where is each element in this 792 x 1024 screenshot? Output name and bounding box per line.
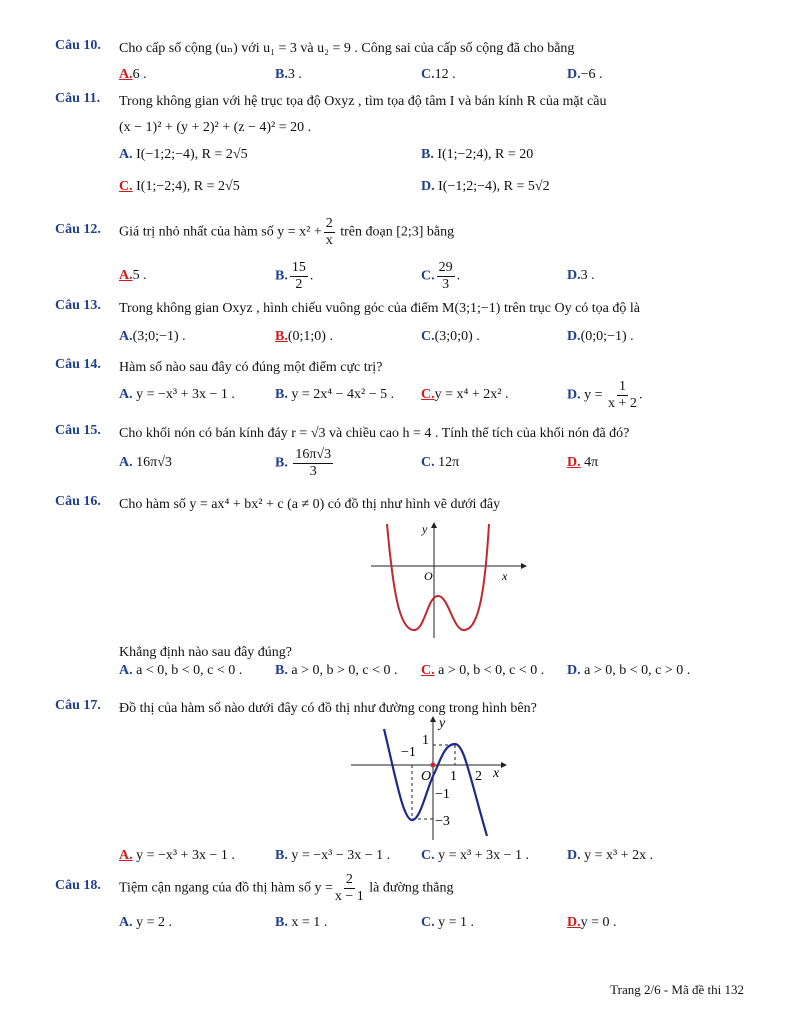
x-axis-label: x xyxy=(502,569,508,583)
tick-label: −1 xyxy=(401,745,416,760)
question-text: Cho khối nón có bán kính đáy r = √3 và chiều cao h = 4 . Tính thể tích của khối nón đã đó? xyxy=(119,426,630,441)
tick-label: 2 xyxy=(475,769,482,784)
x-axis-arrow xyxy=(501,762,507,768)
option-d[interactable]: D.y = 0 . xyxy=(567,915,617,930)
option-c[interactable]: C. a > 0, b < 0, c < 0 . xyxy=(421,663,545,678)
question-label: Câu 15. xyxy=(55,423,101,438)
answer-options xyxy=(119,447,755,487)
question-label: Câu 17. xyxy=(55,698,101,713)
question-16 xyxy=(55,494,755,684)
x-axis-label: x xyxy=(493,766,500,781)
question-text: Cho cấp số cộng (uₙ) với u₁ = 3 và u₂ = 9 . Công sai của cấp số cộng đã cho bằng xyxy=(119,41,575,56)
option-d[interactable]: D. a > 0, b < 0, c > 0 . xyxy=(567,663,691,678)
question-text: Giá trị nhỏ nhất của hàm số y = x² + $\frac{2}{x}$ trên đoạn [2;3] bằng xyxy=(119,216,455,248)
answer-options xyxy=(119,147,755,171)
question-label: Câu 11. xyxy=(55,91,101,106)
option-c[interactable]: C. y = x³ + 3x − 1 . xyxy=(421,848,530,863)
option-c[interactable]: C. 12π xyxy=(421,455,460,470)
tick-label: −1 xyxy=(435,787,450,802)
answer-options xyxy=(119,329,755,353)
option-a[interactable]: A. 16π√3 xyxy=(119,455,172,470)
quartic-graph xyxy=(371,520,541,640)
option-b[interactable]: B.(0;1;0) . xyxy=(275,329,333,344)
y-axis-arrow xyxy=(431,522,437,528)
tick-label: 1 xyxy=(422,733,429,748)
question-prompt: Khẳng định nào sau đây đúng? xyxy=(119,645,293,660)
question-label: Câu 18. xyxy=(55,878,101,893)
question-text: Đồ thị của hàm số nào dưới đây có đồ thị như đường cong trong hình bên? xyxy=(119,701,537,716)
y-axis-label: y xyxy=(422,522,428,536)
origin-label: O xyxy=(424,569,433,583)
option-c[interactable]: C. I(1;−2;4), R = 2√5 xyxy=(119,179,240,194)
option-a[interactable]: A.5 . xyxy=(119,268,147,283)
y-axis-label: y xyxy=(439,716,446,731)
question-label: Câu 14. xyxy=(55,357,101,372)
option-b[interactable]: B. I(1;−2;4), R = 20 xyxy=(421,147,534,162)
answer-options xyxy=(119,848,755,872)
option-d[interactable]: D. y = $\frac{1}{x + 2}$ . xyxy=(567,379,643,411)
option-b[interactable]: B. $\frac{15}{2}$ . xyxy=(275,260,314,292)
option-c[interactable]: C.y = x⁴ + 2x² . xyxy=(421,387,509,402)
question-text: Cho hàm số y = ax⁴ + bx² + c (a ≠ 0) có đồ thị như hình vẽ dưới đây xyxy=(119,497,501,512)
question-text: Trong không gian với hệ trục tọa độ Oxyz , tìm tọa độ tâm I và bán kính R của mặt cầu xyxy=(119,94,607,109)
question-label: Câu 16. xyxy=(55,494,101,509)
option-a[interactable]: A.6 . xyxy=(119,67,147,82)
option-a[interactable]: A. y = 2 . xyxy=(119,915,173,930)
question-17 xyxy=(55,698,755,868)
option-d[interactable]: D. I(−1;2;−4), R = 5√2 xyxy=(421,179,550,194)
tick-label: −3 xyxy=(435,814,450,829)
option-b[interactable]: B. y = −x³ − 3x − 1 . xyxy=(275,848,391,863)
option-a[interactable]: A. a < 0, b < 0, c < 0 . xyxy=(119,663,243,678)
question-text: Tiệm cận ngang của đồ thị hàm số y = $\frac{2}{x - 1}$ là đường thẳng xyxy=(119,872,454,904)
option-c[interactable]: C. y = 1 . xyxy=(421,915,475,930)
option-d[interactable]: D.3 . xyxy=(567,268,595,283)
page-footer: Trang 2/6 - Mã đề thi 132 xyxy=(610,982,744,997)
option-a[interactable]: A. y = −x³ + 3x − 1 . xyxy=(119,387,235,402)
fraction: $\frac{2}{x}$ xyxy=(325,216,333,248)
answer-options xyxy=(119,67,755,91)
option-b[interactable]: B. y = 2x⁴ − 4x² − 5 . xyxy=(275,387,395,402)
option-d[interactable]: D. y = x³ + 2x . xyxy=(567,848,654,863)
question-label: Câu 10. xyxy=(55,38,101,53)
question-label: Câu 12. xyxy=(55,222,101,237)
option-c[interactable]: C.12 . xyxy=(421,67,456,82)
quartic-curve xyxy=(387,524,489,630)
question-text: Trong không gian Oxyz , hình chiếu vuông góc của điểm M(3;1;−1) trên trục Oy có tọa độ là xyxy=(119,301,641,316)
option-d[interactable]: D.(0;0;−1) . xyxy=(567,329,634,344)
option-a[interactable]: A. y = −x³ + 3x − 1 . xyxy=(119,848,235,863)
option-d[interactable]: D. 4π xyxy=(567,455,599,470)
option-b[interactable]: B. x = 1 . xyxy=(275,915,328,930)
option-b[interactable]: B. $\frac{16\pi√3}{3}$ xyxy=(275,447,332,479)
question-text: Hàm số nào sau đây có đúng một điểm cực trị? xyxy=(119,360,383,375)
answer-options xyxy=(119,663,755,687)
fraction: $\frac{2}{x - 1}$ xyxy=(334,872,364,904)
answer-options xyxy=(119,915,755,939)
option-c[interactable]: C.(3;0;0) . xyxy=(421,329,480,344)
option-a[interactable]: A.(3;0;−1) . xyxy=(119,329,186,344)
sphere-equation: (x − 1)² + (y + 2)² + (z − 4)² = 20 . xyxy=(119,120,312,135)
option-b[interactable]: B. a > 0, b > 0, c < 0 . xyxy=(275,663,398,678)
option-b[interactable]: B.3 . xyxy=(275,67,302,82)
option-a[interactable]: A. I(−1;2;−4), R = 2√5 xyxy=(119,147,248,162)
tick-label: 1 xyxy=(450,769,457,784)
option-c[interactable]: C. $\frac{29}{3}$ . xyxy=(421,260,461,292)
option-d[interactable]: D.−6 . xyxy=(567,67,603,82)
answer-options xyxy=(119,260,755,296)
answer-options xyxy=(119,179,755,203)
origin-label: O xyxy=(421,769,432,784)
intercept-point xyxy=(431,763,436,768)
question-label: Câu 13. xyxy=(55,298,101,313)
cubic-graph xyxy=(351,714,521,842)
y-axis-arrow xyxy=(430,716,436,722)
x-axis-arrow xyxy=(521,563,527,569)
answer-options xyxy=(119,379,755,419)
